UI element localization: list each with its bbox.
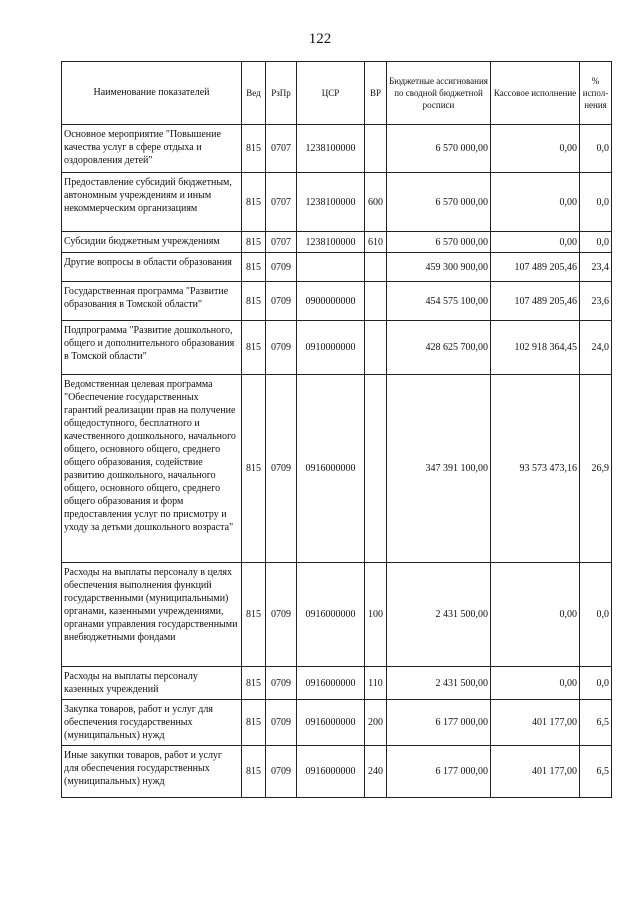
row-cash: 0,00 xyxy=(491,173,580,232)
header-percent: % испол-нения xyxy=(580,62,612,125)
row-ved: 815 xyxy=(242,700,266,746)
row-percent: 23,6 xyxy=(580,282,612,321)
row-vr: 240 xyxy=(365,746,387,798)
row-percent: 23,4 xyxy=(580,253,612,282)
row-ved: 815 xyxy=(242,282,266,321)
row-rzpr: 0709 xyxy=(266,321,297,375)
row-budget: 454 575 100,00 xyxy=(387,282,491,321)
row-ved: 815 xyxy=(242,232,266,253)
row-vr xyxy=(365,321,387,375)
table-row xyxy=(62,321,612,375)
row-csr: 0916000000 xyxy=(297,375,365,563)
row-cash: 0,00 xyxy=(491,232,580,253)
row-vr: 200 xyxy=(365,700,387,746)
row-ved: 815 xyxy=(242,746,266,798)
header-csr: ЦСР xyxy=(297,62,365,125)
table-row xyxy=(62,125,612,173)
row-vr: 100 xyxy=(365,563,387,667)
row-cash: 401 177,00 xyxy=(491,746,580,798)
row-csr: 0910000000 xyxy=(297,321,365,375)
row-percent: 0,0 xyxy=(580,173,612,232)
row-name: Иные закупки товаров, работ и услуг для обеспечения государственных (муниципальных) нужд xyxy=(62,746,242,798)
row-ved: 815 xyxy=(242,375,266,563)
row-rzpr: 0709 xyxy=(266,375,297,563)
row-budget: 6 177 000,00 xyxy=(387,746,491,798)
row-budget: 347 391 100,00 xyxy=(387,375,491,563)
table-row xyxy=(62,667,612,700)
row-percent: 6,5 xyxy=(580,746,612,798)
row-name: Субсидии бюджетным учреждениям xyxy=(62,232,242,253)
row-name: Расходы на выплаты персоналу в целях обеспечения выполнения функций государственными (муниципальными) органами, казенными учреждениями, органами управления государственными внебюджетными фондами xyxy=(62,563,242,667)
row-percent: 26,9 xyxy=(580,375,612,563)
row-csr: 0916000000 xyxy=(297,700,365,746)
row-vr: 610 xyxy=(365,232,387,253)
row-budget: 6 570 000,00 xyxy=(387,173,491,232)
row-budget: 2 431 500,00 xyxy=(387,563,491,667)
row-percent: 0,0 xyxy=(580,667,612,700)
table-row xyxy=(62,375,612,563)
row-vr xyxy=(365,125,387,173)
row-csr: 1238100000 xyxy=(297,125,365,173)
budget-table xyxy=(61,61,612,798)
row-cash: 107 489 205,46 xyxy=(491,253,580,282)
row-name: Основное мероприятие "Повышение качества услуг в сфере отдыха и оздоровления детей" xyxy=(62,125,242,173)
row-csr: 0916000000 xyxy=(297,667,365,700)
row-rzpr: 0709 xyxy=(266,700,297,746)
row-cash: 0,00 xyxy=(491,563,580,667)
row-vr: 110 xyxy=(365,667,387,700)
row-ved: 815 xyxy=(242,253,266,282)
row-ved: 815 xyxy=(242,125,266,173)
table-row xyxy=(62,253,612,282)
row-csr: 0916000000 xyxy=(297,746,365,798)
row-cash: 0,00 xyxy=(491,125,580,173)
row-csr: 0916000000 xyxy=(297,563,365,667)
row-name: Другие вопросы в области образования xyxy=(62,253,242,282)
row-budget: 6 177 000,00 xyxy=(387,700,491,746)
row-percent: 0,0 xyxy=(580,563,612,667)
table-header-row xyxy=(62,62,612,125)
row-name: Предоставление субсидий бюджетным, автономным учреждениям и иным некоммерческим организациям xyxy=(62,173,242,232)
table-row xyxy=(62,563,612,667)
row-cash: 93 573 473,16 xyxy=(491,375,580,563)
row-budget: 2 431 500,00 xyxy=(387,667,491,700)
row-name: Ведомственная целевая программа "Обеспечение государственных гарантий реализации прав на получение общедоступного, бесплатного и качественного дошкольного, начального общего, основного общего, среднего общего образования, содействие развитию дошкольного, начального общего, основного общего, среднего общего образования и форм предоставления услуг по присмотру и уходу за детьми дошкольного возраста" xyxy=(62,375,242,563)
row-vr xyxy=(365,282,387,321)
row-vr xyxy=(365,253,387,282)
table-row xyxy=(62,282,612,321)
row-csr: 0900000000 xyxy=(297,282,365,321)
row-rzpr: 0709 xyxy=(266,282,297,321)
row-ved: 815 xyxy=(242,563,266,667)
row-ved: 815 xyxy=(242,321,266,375)
row-cash: 102 918 364,45 xyxy=(491,321,580,375)
row-vr: 600 xyxy=(365,173,387,232)
row-csr: 1238100000 xyxy=(297,232,365,253)
row-budget: 6 570 000,00 xyxy=(387,232,491,253)
row-percent: 0,0 xyxy=(580,232,612,253)
table-row xyxy=(62,173,612,232)
row-percent: 0,0 xyxy=(580,125,612,173)
row-rzpr: 0707 xyxy=(266,173,297,232)
row-rzpr: 0709 xyxy=(266,667,297,700)
row-name: Расходы на выплаты персоналу казенных учреждений xyxy=(62,667,242,700)
row-rzpr: 0709 xyxy=(266,253,297,282)
row-budget: 459 300 900,00 xyxy=(387,253,491,282)
row-ved: 815 xyxy=(242,667,266,700)
table-row xyxy=(62,700,612,746)
header-rzpr: РзПр xyxy=(266,62,297,125)
row-cash: 401 177,00 xyxy=(491,700,580,746)
row-budget: 428 625 700,00 xyxy=(387,321,491,375)
row-rzpr: 0707 xyxy=(266,232,297,253)
row-name: Государственная программа "Развитие образования в Томской области" xyxy=(62,282,242,321)
row-name: Подпрограмма "Развитие дошкольного, общего и дополнительного образования в Томской области" xyxy=(62,321,242,375)
table-row xyxy=(62,746,612,798)
row-percent: 6,5 xyxy=(580,700,612,746)
header-budget: Бюджетные ассигнования по сводной бюджетной росписи xyxy=(387,62,491,125)
row-ved: 815 xyxy=(242,173,266,232)
row-cash: 0,00 xyxy=(491,667,580,700)
header-cash: Кассовое исполнение xyxy=(491,62,580,125)
row-rzpr: 0709 xyxy=(266,746,297,798)
header-ved: Вед xyxy=(242,62,266,125)
row-vr xyxy=(365,375,387,563)
header-name: Наименование показателей xyxy=(62,62,242,125)
row-budget: 6 570 000,00 xyxy=(387,125,491,173)
table-row xyxy=(62,232,612,253)
row-csr: 1238100000 xyxy=(297,173,365,232)
row-name: Закупка товаров, работ и услуг для обеспечения государственных (муниципальных) нужд xyxy=(62,700,242,746)
row-cash: 107 489 205,46 xyxy=(491,282,580,321)
row-csr xyxy=(297,253,365,282)
row-percent: 24,0 xyxy=(580,321,612,375)
header-vr: ВР xyxy=(365,62,387,125)
page-number: 122 xyxy=(308,31,332,47)
row-rzpr: 0707 xyxy=(266,125,297,173)
row-rzpr: 0709 xyxy=(266,563,297,667)
